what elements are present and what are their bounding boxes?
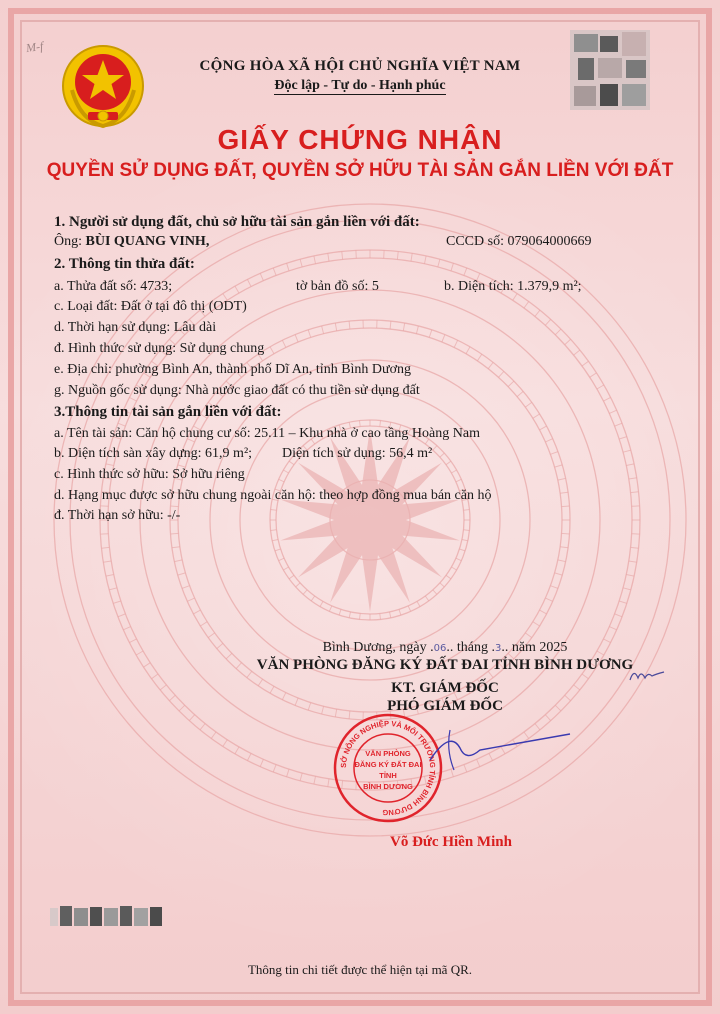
seal-center-1: VĂN PHÒNG: [365, 749, 411, 758]
drum-tick: [408, 606, 411, 612]
drum-tick: [160, 685, 166, 690]
ownership-form: c. Hình thức sở hữu: Sở hữu riêng: [54, 467, 245, 482]
drum-tick: [417, 601, 420, 606]
drum-tick: [558, 478, 566, 480]
land-type: c. Loại đất: Đất ở tại đô thị (ODT): [54, 299, 247, 314]
id-label: CCCD số:: [446, 234, 508, 249]
drum-tick: [271, 530, 277, 531]
drum-tick: [440, 453, 444, 457]
drum-tick: [416, 326, 418, 334]
drum-tick: [560, 492, 568, 493]
drum-tick: [454, 340, 458, 347]
seal-ring-text: SỞ NÔNG NGHIỆP VÀ MÔI TRƯỜNG TỈNH BÌNH DƯƠNG: [338, 718, 438, 818]
drum-tick: [555, 465, 563, 467]
drum-tick: [456, 558, 462, 561]
drum-tick: [208, 633, 215, 638]
owner-line: [54, 234, 209, 250]
drum-tick: [403, 323, 404, 331]
drum-tick: [545, 319, 550, 325]
drum-tick: [226, 653, 232, 659]
drum-tick: [399, 609, 401, 615]
drum-tick: [623, 588, 631, 590]
section2-heading: 2. Thông tin thửa đất:: [54, 256, 195, 272]
drum-tick: [533, 622, 540, 626]
drum-tick: [282, 340, 286, 347]
drum-tick: [287, 769, 289, 777]
certificate-title: GIẤY CHỨNG NHẬN: [217, 124, 503, 155]
drum-tick: [590, 373, 597, 377]
issuing-office: VĂN PHÒNG ĐĂNG KÝ ĐẤT ĐAI TỈNH BÌNH DƯƠNG: [256, 657, 634, 673]
drum-tick: [271, 510, 277, 511]
drum-tick: [223, 740, 227, 747]
drum-tick: [390, 612, 391, 618]
drum-tick: [582, 361, 588, 366]
drum-tick: [279, 479, 285, 482]
drum-tick: [459, 549, 465, 551]
drum-tick: [517, 391, 523, 396]
drum-tick: [235, 286, 239, 293]
seal-center-4: BÌNH DƯƠNG: [363, 782, 413, 791]
drum-tick: [555, 329, 561, 335]
national-motto: [150, 78, 570, 94]
drum-tick: [314, 256, 316, 264]
year-text: năm 2025: [508, 640, 568, 655]
drum-tick: [217, 643, 223, 648]
national-emblem-icon: [60, 42, 146, 132]
drum-tick: [260, 273, 263, 280]
id-line: [446, 234, 591, 250]
drum-tick: [328, 779, 329, 787]
drum-tick: [560, 547, 568, 548]
drum-tick: [609, 410, 616, 413]
drum-tick: [615, 423, 623, 426]
drum-tick: [144, 663, 151, 667]
usage-origin: g. Nguồn gốc sử dụng: Nhà nước giao đất có thu tiền sử dụng đất: [54, 383, 420, 398]
owner-prefix: Ông:: [54, 234, 86, 249]
drum-tick: [555, 573, 563, 575]
drum-tick: [550, 586, 558, 589]
drum-tick: [442, 335, 445, 342]
drum-tick: [380, 614, 381, 620]
map-sheet: tờ bản đồ số: 5: [296, 279, 379, 294]
drum-tick: [322, 326, 324, 334]
drum-tick: [296, 583, 300, 587]
drum-tick: [574, 350, 580, 355]
initials-scribble-icon: [628, 664, 668, 686]
drum-tick: [533, 414, 540, 418]
drum-tick: [446, 575, 451, 579]
drum-tick: [411, 253, 412, 261]
drum-tick: [565, 339, 571, 344]
seal-center-3: TỈNH: [379, 771, 397, 780]
drum-tick: [328, 253, 329, 261]
drum-tick: [562, 533, 570, 534]
drum-tick: [275, 549, 281, 551]
drum-tick: [597, 385, 604, 389]
drum-tick: [235, 747, 239, 754]
drum-tick: [171, 533, 179, 534]
drum-tick: [178, 573, 186, 575]
drum-tick: [626, 575, 634, 577]
drum-tick: [464, 510, 470, 511]
drum-tick: [535, 310, 540, 316]
drum-tick: [619, 601, 627, 603]
drum-tick: [629, 561, 637, 562]
drum-tick: [283, 567, 288, 570]
drum-tick: [390, 321, 391, 329]
date-dots: ..: [446, 640, 454, 655]
issue-place-date: [240, 640, 650, 656]
date-dots: .: [491, 640, 495, 655]
shared-items: d. Hạng mục được sở hữu chung ngoài căn hộ: theo hợp đồng mua bán căn hộ: [54, 488, 492, 503]
drum-tick: [171, 506, 179, 507]
ownership-term: đ. Thời hạn sở hữu: -/-: [54, 508, 181, 523]
drum-tick: [129, 639, 136, 643]
drum-tick: [349, 612, 350, 618]
drum-tick: [451, 263, 453, 271]
drum-tick: [545, 439, 552, 442]
drum-tick: [615, 614, 623, 617]
signer-name: Võ Đức Hiền Minh: [390, 834, 512, 850]
drum-tick: [582, 674, 588, 679]
drum-tick: [440, 583, 444, 587]
drum-tick: [300, 773, 302, 781]
drum-tick: [438, 259, 440, 267]
drum-tick: [272, 540, 278, 541]
drum-tick: [172, 547, 180, 548]
drum-tick: [499, 371, 504, 377]
drum-tick: [295, 335, 298, 342]
drum-tick: [339, 609, 341, 615]
drum-tick: [260, 759, 263, 766]
drum-tick: [320, 601, 323, 606]
drum-tick: [626, 464, 634, 466]
drum-tick: [464, 268, 467, 276]
drum-tick: [273, 765, 276, 773]
certificate-subtitle: QUYỀN SỬ DỤNG ĐẤT, QUYỀN SỞ HỮU TÀI SẢN GẮN LIỀN VỚI ĐẤT: [46, 160, 674, 181]
drum-tick: [118, 614, 126, 617]
handwritten-signature-icon: [420, 720, 580, 780]
drum-tick: [136, 651, 143, 655]
parcel-area: b. Diện tích: 1.379,9 m²;: [444, 279, 582, 294]
drum-tick: [189, 715, 194, 721]
drum-tick: [451, 567, 456, 570]
drum-tick: [456, 479, 462, 482]
place-prefix: Bình Dương, ngày: [322, 640, 431, 655]
drum-tick: [433, 590, 437, 594]
drum-tick: [623, 450, 631, 452]
country-name: CỘNG HÒA XÃ HỘI CHỦ NGHĨA VIỆT NAM: [199, 58, 521, 74]
drum-tick: [524, 302, 529, 308]
kt-director: KT. GIÁM ĐỐC: [391, 680, 499, 696]
issue-day: 06: [433, 643, 447, 654]
drum-tick: [247, 279, 251, 286]
drum-tick: [342, 252, 343, 260]
drum-tick: [540, 610, 547, 614]
drum-tick: [429, 330, 432, 338]
drum-tick: [545, 598, 552, 601]
drum-tick: [109, 588, 117, 590]
parcel-number: a. Thửa đất số: 4733;: [54, 279, 173, 294]
drum-tick: [273, 268, 276, 276]
drum-tick: [508, 381, 514, 387]
drum-tick: [152, 674, 158, 679]
drum-tick: [102, 547, 110, 548]
date-dots: ..: [501, 640, 509, 655]
drum-tick: [488, 362, 493, 368]
drum-tick: [289, 575, 294, 579]
drum-tick: [558, 560, 566, 562]
seal-center-2: ĐĂNG KÝ ĐẤT ĐAI: [354, 760, 422, 769]
drum-tick: [283, 470, 288, 473]
asset-name: a. Tên tài sản: Căn hộ chung cư số: 25.11 – Khu nhà ở cao tầng Hoàng Nam: [54, 426, 480, 441]
drum-tick: [308, 330, 311, 338]
drum-tick: [123, 627, 130, 630]
drum-tick: [477, 354, 481, 361]
drum-tick: [349, 321, 350, 329]
qr-footer-note: Thông tin chi tiết được thể hiện tại mã QR.: [247, 962, 473, 977]
drum-tick: [303, 590, 307, 594]
drum-tick: [103, 561, 111, 562]
drum-tick: [200, 724, 205, 730]
section3-heading: 3.Thông tin tài sản gắn liền với đất:: [54, 404, 282, 420]
drum-tick: [179, 705, 185, 711]
drum-tick: [287, 263, 289, 271]
drum-tick: [360, 614, 361, 620]
drum-tick: [311, 596, 315, 601]
drum-tick: [631, 492, 639, 493]
drum-tick: [187, 598, 194, 601]
drum-tick: [433, 446, 437, 450]
drum-tick: [609, 627, 616, 630]
drum-tick: [329, 606, 332, 612]
drum-tick: [182, 586, 190, 589]
date-dots: .: [430, 640, 434, 655]
corner-handwriting: M-f: [25, 38, 45, 56]
drum-tick: [106, 464, 114, 466]
drum-tick: [200, 622, 207, 626]
drum-tick: [619, 437, 627, 439]
section1-heading: 1. Người sử dụng đất, chủ sở hữu tài sản gắn liền với đất:: [54, 214, 420, 230]
drum-tick: [425, 596, 429, 601]
drum-tick: [540, 426, 547, 430]
drum-tick: [193, 610, 200, 614]
drum-tick: [174, 560, 182, 562]
drum-tick: [106, 575, 114, 577]
drum-tick: [270, 347, 274, 354]
usage-form: đ. Hình thức sử dụng: Sử dụng chung: [54, 341, 265, 356]
issue-month: 3: [494, 643, 502, 654]
drum-tick: [169, 695, 175, 700]
owner-name: BÙI QUANG VINH,: [85, 234, 210, 249]
drum-tick: [603, 397, 610, 401]
deputy-director: PHÓ GIÁM ĐỐC: [387, 698, 503, 714]
drum-tick: [113, 601, 121, 603]
drum-tick: [451, 470, 456, 473]
drum-tick: [314, 776, 316, 784]
drum-tick: [525, 633, 532, 638]
drum-tick: [300, 259, 302, 267]
month-label: tháng: [453, 640, 492, 655]
drum-tick: [425, 256, 427, 264]
usage-duration: d. Thời hạn sử dụng: Lâu dài: [54, 320, 217, 335]
qr-code-blurred: [570, 30, 650, 110]
floor-area: b. Diện tích sàn xây dựng: 61,9 m²;: [54, 446, 253, 461]
id-number: 079064000669: [507, 234, 592, 249]
drum-tick: [466, 347, 470, 354]
usable-area: Diện tích sử dụng: 56,4 m²: [282, 446, 433, 461]
drum-tick: [446, 461, 451, 465]
drum-tick: [247, 753, 251, 760]
drum-tick: [462, 540, 468, 541]
drum-tick: [631, 547, 639, 548]
drum-tick: [562, 506, 570, 507]
drum-tick: [211, 732, 216, 738]
drum-tick: [629, 478, 637, 479]
drum-tick: [397, 252, 398, 260]
drum-tick: [525, 402, 532, 407]
drum-tick: [464, 530, 470, 531]
drum-tick: [279, 558, 285, 561]
parcel-address: e. Địa chỉ: phường Bình An, thành phố Dĩ An, tỉnh Bình Dương: [54, 362, 412, 377]
drum-tick: [335, 323, 336, 331]
masked-serial-number: [50, 902, 166, 930]
drum-tick: [550, 452, 558, 455]
motto-text: Độc lập - Tự do - Hạnh phúc: [274, 78, 446, 93]
